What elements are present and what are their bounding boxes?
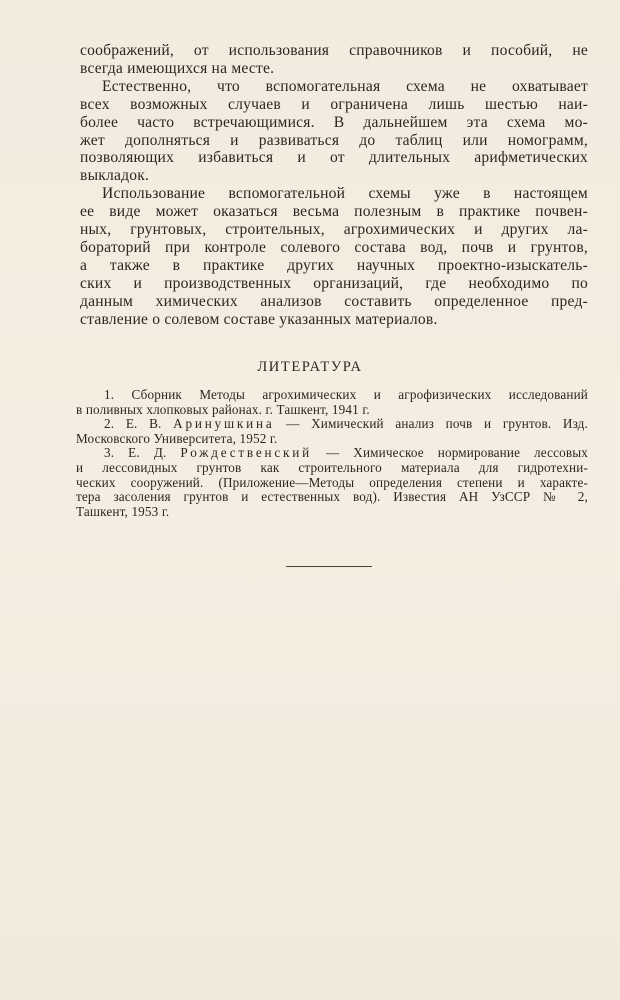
reference-number: 2. Е. В. bbox=[104, 416, 174, 432]
paragraph-line: бораторий при контроле солевого состава вод, почв и грунтов, bbox=[80, 238, 588, 256]
reference-line: в поливных хлопковых районах. г. Ташкент, 1941 г. bbox=[76, 401, 370, 417]
paragraph-line: всегда имеющихся на месте. bbox=[80, 59, 275, 77]
reference-title: — Химическое нормирование лессовых bbox=[311, 445, 589, 461]
reference-line bbox=[76, 446, 588, 461]
paragraph-line: ских и производственных организаций, где необходимо по bbox=[80, 274, 588, 292]
paragraph-line: выкладок. bbox=[80, 167, 150, 185]
paragraph-line: данным химических анализов составить определенное пред- bbox=[80, 292, 588, 310]
reference-line: 1. Сборник Методы агрохимических и агрофизических исследований bbox=[104, 387, 588, 402]
paragraph-line: более часто встречающимися. В дальнейшем эта схема мо- bbox=[80, 113, 588, 131]
paragraph-line: всех возможных случаев и ограничена лишь шестью наи- bbox=[80, 95, 588, 113]
paragraph-line: ее виде может оказаться весьма полезным в практике почвен- bbox=[80, 203, 588, 221]
reference-line: Ташкент, 1953 г. bbox=[76, 503, 170, 519]
paragraph-line: Использование вспомогательной схемы уже в настоящем bbox=[102, 185, 588, 203]
paragraph-line: ставление о солевом составе указанных материалов. bbox=[80, 310, 438, 328]
end-divider-line bbox=[286, 566, 372, 567]
reference-item-1 bbox=[76, 388, 588, 417]
reference-list bbox=[76, 388, 588, 519]
paragraph-line: Естественно, что вспомогательная схема не охватывает bbox=[102, 77, 588, 95]
reference-line: Московского Университета, 1952 г. bbox=[76, 430, 278, 446]
reference-line: тера засоления грунтов и естественных вод). Известия АН УзССР № 2, bbox=[76, 489, 588, 505]
reference-author: Рождественский bbox=[180, 445, 312, 461]
paragraph-line: а также в практике других научных проектно-изыскатель- bbox=[80, 256, 588, 274]
paragraph-line: ных, грунтовых, строительных, агрохимических и других ла- bbox=[80, 221, 588, 239]
paragraph-line: соображений, от использования справочников и пособий, не bbox=[80, 42, 588, 59]
reference-line: и лессовидных грунтов как строительного материала для гидротехни- bbox=[76, 459, 588, 475]
literature-heading: ЛИТЕРАТУРА bbox=[257, 359, 363, 375]
reference-title: — Химический анализ почв и грунтов. Изд. bbox=[274, 416, 588, 432]
body-text bbox=[80, 42, 588, 329]
reference-number: 3. Е. Д. bbox=[104, 445, 181, 461]
reference-item-3 bbox=[76, 446, 588, 519]
reference-item-2 bbox=[76, 417, 588, 446]
reference-author: Аринушкина bbox=[173, 416, 275, 432]
reference-line: ческих сооружений. (Приложение—Методы определения степени и характе- bbox=[76, 474, 588, 490]
reference-line bbox=[76, 417, 588, 432]
paragraph-line: жет дополняться и развиваться до таблиц или номограмм, bbox=[80, 131, 588, 149]
paragraph-line: позволяющих избавиться и от длительных арифметических bbox=[80, 149, 588, 167]
